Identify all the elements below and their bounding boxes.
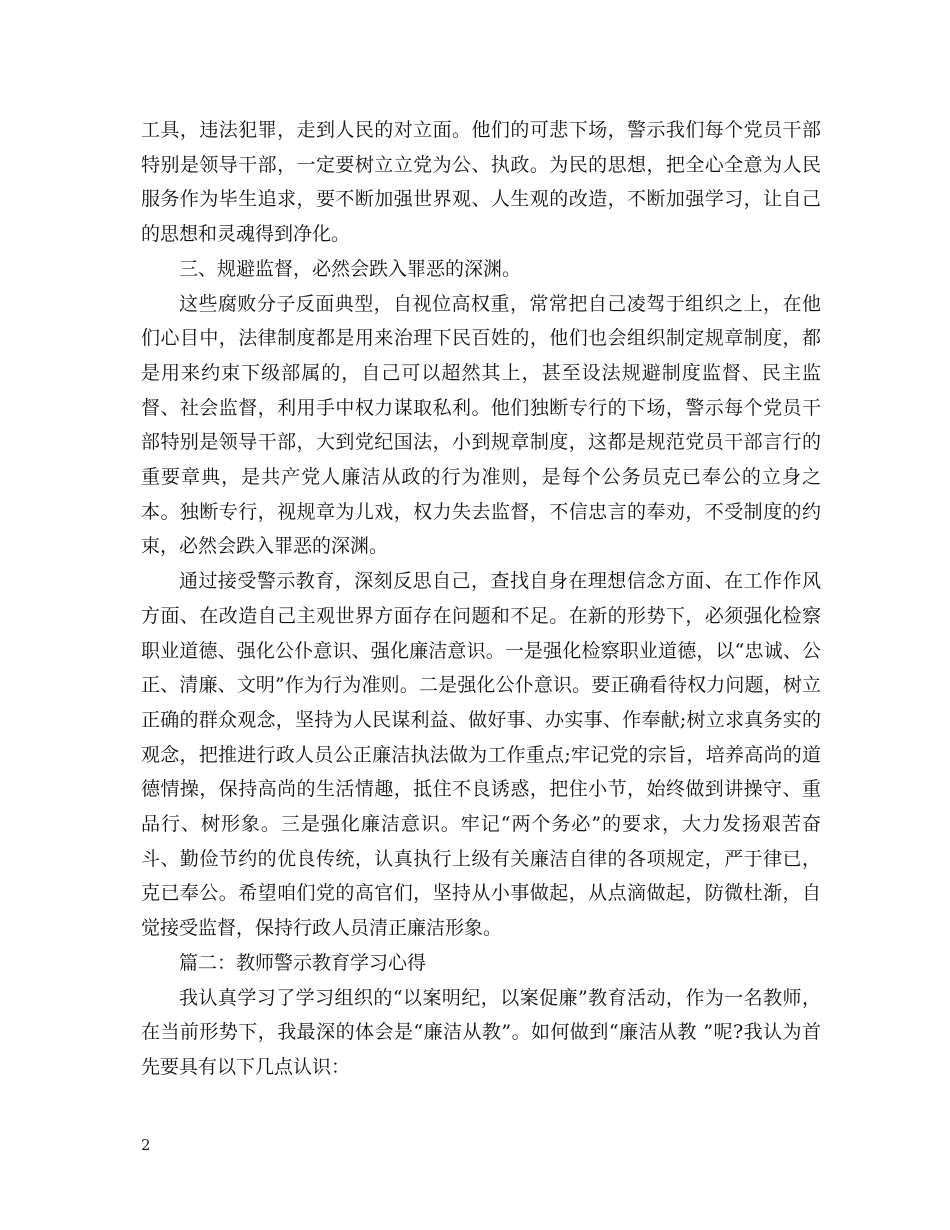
paragraph-reflection: 通过接受警示教育，深刻反思自己，查找自身在理想信念方面、在工作作风方面、在改造自己主观世界方面存在问题和不足。在新的形势下，必须强化检察职业道德、强化公仆意识、强化廉洁意识。一是强化检察职业道德，以“忠诚、公正、清廉、文明”作为行为准则。二是强化公仆意识。要正确看待权力问题，树立正确的群众观念，坚持为人民谋利益、做好事、办实事、作奉献;树立求真务实的观念，把推进行政人员公正廉洁执法做为工作重点;牢记党的宗旨，培养高尚的道德情操，保持高尚的生活情趣，抵住不良诱惑，把住小节，始终做到讲操守、重品行、树形象。三是强化廉洁意识。牢记“两个务必”的要求，大力发扬艰苦奋斗、勤俭节约的优良传统，认真执行上级有关廉洁自律的各项规定，严于律已，克已奉公。希望咱们党的高官们，坚持从小事做起，从点滴做起，防微杜渐，自觉接受监督，保持行政人员清正廉洁形象。 bbox=[141, 570, 821, 940]
page-number: 2 bbox=[141, 1136, 151, 1154]
chapter-heading-two: 篇二：教师警示教育学习心得 bbox=[179, 951, 427, 974]
body-text bbox=[141, 113, 821, 1085]
paragraph-corruption-examples: 这些腐败分子反面典型，自视位高权重，常常把自己凌驾于组织之上，在他们心目中，法律制度都是用来治理下民百姓的，他们也会组织制定规章制度，都是用来约束下级部属的，自己可以超然其上，甚至设法规避制度监督、民主监督、社会监督，利用手中权力谋取私利。他们独断专行的下场，警示每个党员干部特别是领导干部，大到党纪国法，小到规章制度，这都是规范党员干部言行的重要章典，是共产党人廉洁从政的行为准则，是每个公务员克已奉公的立身之本。独断专行，视规章为儿戏，权力失去监督，不信忠言的奉劝，不受制度的约束，必然会跌入罪恶的深渊。 bbox=[141, 292, 821, 558]
paragraph-teacher-intro: 我认真学习了学习组织的“以案明纪，以案促廉”教育活动，作为一名教师，在当前形势下，我最深的体会是“廉洁从教”。如何做到“廉洁从教 ”呢?我认为首先要具有以下几点认识： bbox=[141, 986, 821, 1078]
section-heading-three: 三、规避监督，必然会跌入罪恶的深渊。 bbox=[179, 257, 522, 280]
paragraph-continuation: 工具，违法犯罪，走到人民的对立面。他们的可悲下场，警示我们每个党员干部特别是领导干部，一定要树立立党为公、执政。为民的思想，把全心全意为人民服务作为毕生追求，要不断加强世界观、人生观的改造，不断加强学习，让自己的思想和灵魂得到净化。 bbox=[141, 119, 821, 246]
